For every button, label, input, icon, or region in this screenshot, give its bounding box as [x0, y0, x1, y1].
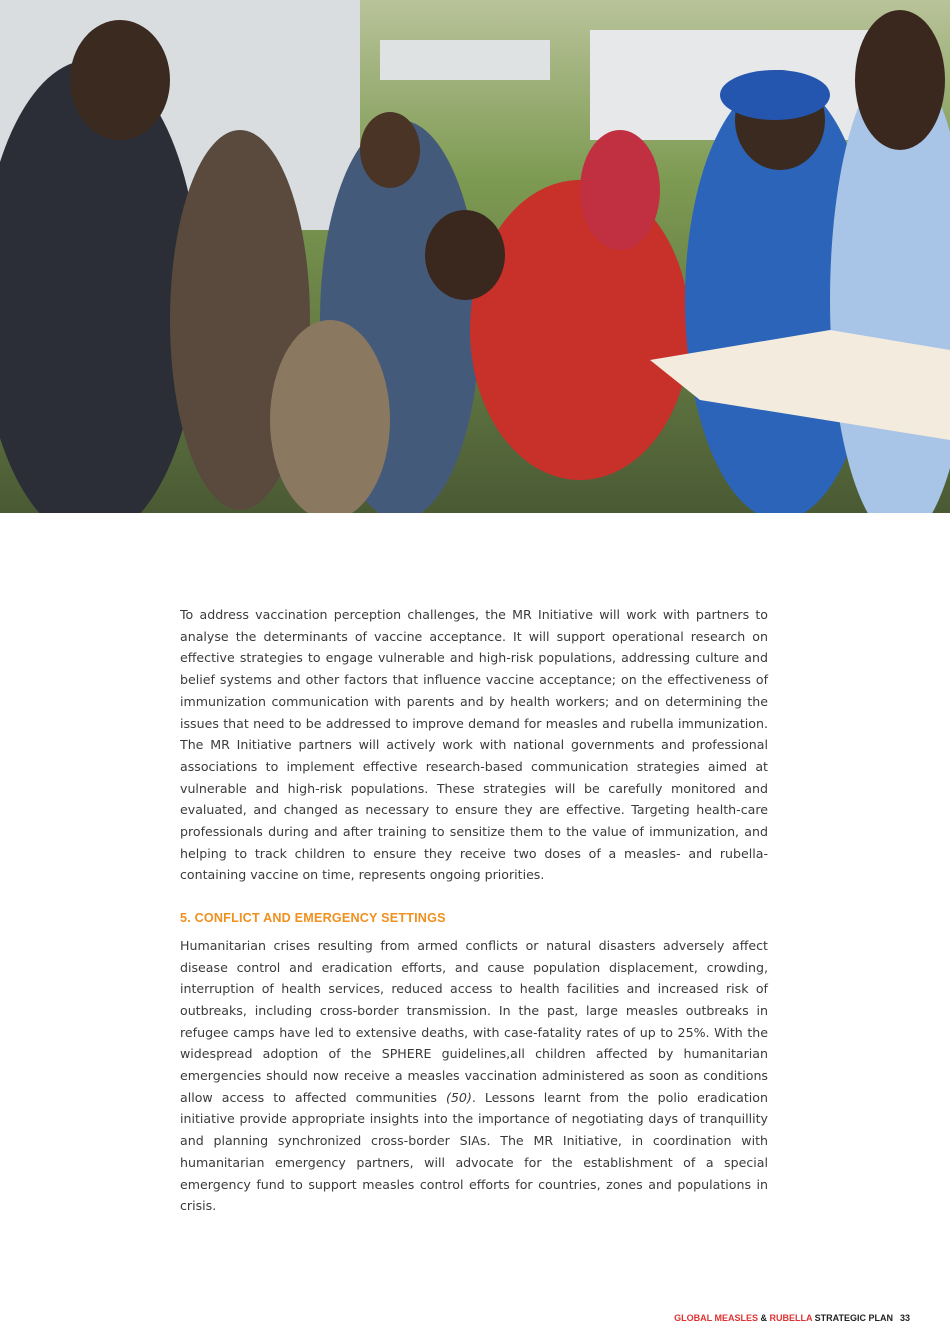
citation: (50) — [446, 1089, 472, 1105]
paragraph-text: Humanitarian crises resulting from armed conflicts or natural disasters adversely affect disease control and eradication efforts, and cause population displacement, crowding, interruption of health services, reduced access to health facilities and increased risk of outbreaks, including cross-border transmission. In the past, large measles outbreaks in refugee camps have led to extensive deaths, with case-fatality rates of up to 25%. With the widespread adoption of the SPHERE guidelines,all children affected by humanitarian emergencies should now receive a measles vaccination administered as soon as conditions allow access to affected communities — [180, 937, 768, 1105]
footer-title-rubella: RUBELLA — [769, 1313, 813, 1323]
paragraph-text: . Lessons learnt from the polio eradication initiative provide appropriate insights into the importance of negotiating days of tranquillity and planning synchronized cross-border SIAs. The MR Initiative, in coordination with humanitarian emergency partners, will advocate for the establishment of a special emergency fund to support measles control efforts for countries, zones and populations in crisis. — [180, 1089, 768, 1214]
body-text — [180, 604, 768, 1217]
paragraph-conflict-settings — [180, 935, 768, 1217]
footer-title-measles: GLOBAL MEASLES — [674, 1313, 758, 1323]
section-heading: 5. CONFLICT AND EMERGENCY SETTINGS — [180, 911, 446, 926]
footer-title-plan: STRATEGIC PLAN — [812, 1313, 893, 1323]
page-footer — [674, 1313, 910, 1323]
paragraph-vaccine-perception: To address vaccination perception challenges, the MR Initiative will work with partners to analyse the determinants of vaccine acceptance. It will support operational research on effective strategies to engage vulnerable and high-risk populations, addressing culture and belief systems and other factors that influence vaccine acceptance; on the effectiveness of immunization communication with parents and by health workers; and on determining the issues that need to be addressed to improve demand for measles and rubella immunization. The MR Initiative partners will actively work with national governments and professional associations to implement effective research-based communication strategies aimed at vulnerable and high-risk populations. These strategies will be carefully monitored and evaluated, and changed as necessary to ensure they are effective. Targeting health-care professionals during and after training to sensitize them to the value of immunization, and helping to track children to ensure they receive two doses of a measles- and rubella-containing vaccine on time, represents ongoing priorities. — [180, 607, 768, 883]
footer-ampersand: & — [757, 1313, 770, 1323]
page-number: 33 — [899, 1313, 910, 1323]
vaccination-photo — [0, 0, 950, 513]
